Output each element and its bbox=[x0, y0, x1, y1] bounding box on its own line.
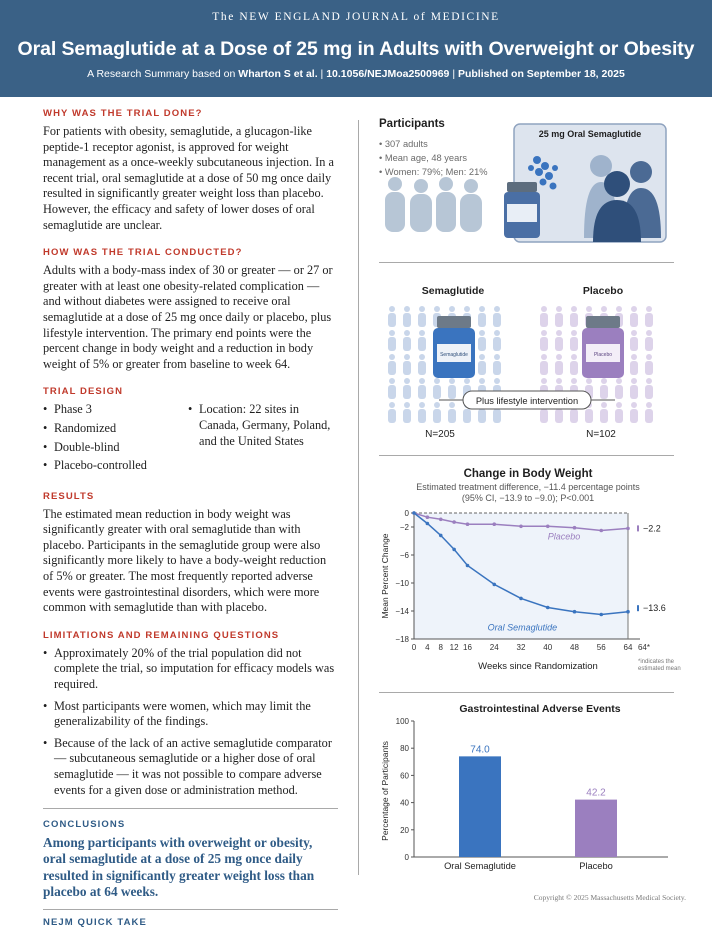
person-icon bbox=[403, 337, 411, 351]
person-icon bbox=[419, 306, 425, 312]
x-tick-label: 56 bbox=[596, 643, 606, 652]
person-icon bbox=[389, 306, 395, 312]
person-icon bbox=[478, 313, 486, 327]
person-icon bbox=[555, 361, 563, 375]
person-icon bbox=[478, 409, 486, 423]
person-icon bbox=[555, 409, 563, 423]
gi-chart-title: Gastrointestinal Adverse Events bbox=[459, 703, 621, 715]
person-icon bbox=[646, 402, 652, 408]
category-label: Oral Semaglutide bbox=[444, 861, 516, 871]
authors-link[interactable]: Wharton S et al. bbox=[238, 68, 318, 80]
how-text: Adults with a body-mass index of 30 or greater — or 27 or greater with at least one obesity-related complication — and without diabetes were assigned to receive oral semaglutide at a dose of 25 mg once daily or placebo, plus lifestyle intervention. The primary end points were the percent change in body weight and a reduction in body weight of 5% or greater from baseline to week 64. bbox=[43, 263, 333, 371]
x-tick-label: 16 bbox=[463, 643, 472, 652]
person-icon bbox=[418, 337, 426, 351]
person-icon bbox=[570, 313, 578, 327]
participants-heading: Participants bbox=[379, 118, 445, 130]
x-tick-label: 48 bbox=[570, 643, 579, 652]
person-icon bbox=[493, 361, 501, 375]
person-icon bbox=[615, 385, 623, 399]
person-icon bbox=[404, 306, 410, 312]
person-icon bbox=[541, 378, 547, 384]
data-point bbox=[546, 606, 550, 610]
end-value-label: −13.6 bbox=[643, 603, 666, 614]
person-icon bbox=[404, 330, 410, 336]
data-point bbox=[466, 564, 470, 568]
page-title: Oral Semaglutide at a Dose of 25 mg in Adults with Overweight or Obesity bbox=[17, 38, 695, 60]
person-icon bbox=[600, 409, 608, 423]
person-icon bbox=[645, 409, 653, 423]
x-tick-label: 24 bbox=[489, 643, 499, 652]
why-heading: WHY WAS THE TRIAL DONE? bbox=[43, 108, 203, 119]
data-point bbox=[546, 525, 550, 529]
person-icon bbox=[646, 306, 652, 312]
x-tick-label: 40 bbox=[543, 643, 553, 652]
subtitle bbox=[0, 68, 712, 80]
person-icon bbox=[570, 337, 578, 351]
y-tick-label: 0 bbox=[404, 509, 409, 518]
person-icon bbox=[556, 354, 562, 360]
lifestyle-text: Plus lifestyle intervention bbox=[475, 396, 579, 406]
person-icon bbox=[616, 402, 622, 408]
design-item: • Double-blind bbox=[43, 440, 188, 456]
design-heading: TRIAL DESIGN bbox=[43, 386, 124, 398]
subtitle-prefix: A Research Summary based on bbox=[87, 68, 236, 80]
pill-bottle-icon bbox=[504, 182, 540, 238]
weight-chart-title: Change in Body Weight bbox=[463, 468, 593, 480]
person-icon bbox=[388, 409, 396, 423]
y-tick-label: −14 bbox=[395, 607, 409, 616]
header-banner bbox=[0, 0, 712, 97]
person-icon bbox=[389, 402, 395, 408]
person-icon bbox=[571, 306, 577, 312]
person-icon bbox=[555, 313, 563, 327]
person-icon bbox=[403, 313, 411, 327]
journal-name: The NEW ENGLAND JOURNAL of MEDICINE bbox=[212, 11, 500, 23]
divider bbox=[43, 808, 338, 809]
person-icon bbox=[615, 409, 623, 423]
design-location: • Location: 22 sites in Canada, Germany, Poland, and the United States bbox=[188, 402, 338, 449]
conclusions-heading: CONCLUSIONS bbox=[43, 819, 126, 831]
person-icon bbox=[555, 337, 563, 351]
plot-area bbox=[414, 513, 628, 639]
weight-y-label: Mean Percent Change bbox=[380, 533, 390, 619]
arms-illustration bbox=[379, 270, 679, 445]
person-icon bbox=[646, 354, 652, 360]
semaglutide-bottle-icon bbox=[433, 316, 475, 378]
person-icon bbox=[540, 361, 548, 375]
person-icon bbox=[630, 337, 638, 351]
data-point bbox=[452, 520, 456, 524]
bar-value-label: 42.2 bbox=[586, 787, 606, 799]
person-icon bbox=[419, 354, 425, 360]
person-icon bbox=[449, 402, 455, 408]
person-icon bbox=[478, 361, 486, 375]
data-point bbox=[439, 518, 443, 522]
x-tick-label: 64* bbox=[637, 643, 651, 652]
data-point bbox=[573, 610, 577, 614]
person-icon bbox=[403, 385, 411, 399]
person-icon bbox=[601, 402, 607, 408]
x-tick-label: 0 bbox=[411, 643, 417, 652]
person-icon bbox=[478, 337, 486, 351]
person-icon bbox=[586, 306, 592, 312]
person-icon bbox=[645, 313, 653, 327]
placebo-n: N=102 bbox=[586, 429, 616, 440]
results-heading: RESULTS bbox=[43, 490, 95, 502]
participant-item: • 307 adults bbox=[379, 139, 428, 149]
weight-x-label: Weeks since Randomization bbox=[478, 661, 598, 672]
data-point bbox=[492, 522, 496, 526]
placebo-arm-label: Placebo bbox=[582, 285, 624, 297]
separator: | bbox=[320, 68, 324, 80]
copyright: Copyright © 2025 Massachusetts Medical Society. bbox=[533, 893, 686, 902]
data-point bbox=[599, 529, 603, 533]
person-icon bbox=[434, 306, 440, 312]
y-tick-label: 0 bbox=[404, 853, 409, 862]
person-icon bbox=[556, 330, 562, 336]
placebo-bottle-icon bbox=[582, 316, 624, 378]
person-icon bbox=[540, 337, 548, 351]
person-icon bbox=[541, 306, 547, 312]
person-icon bbox=[556, 306, 562, 312]
person-icon bbox=[601, 306, 607, 312]
y-tick-label: −18 bbox=[395, 635, 409, 644]
person-icon bbox=[434, 402, 440, 408]
person-icon bbox=[630, 361, 638, 375]
person-icon bbox=[433, 385, 441, 399]
bar bbox=[459, 756, 501, 857]
bar-value-label: 74.0 bbox=[470, 744, 490, 756]
person-icon bbox=[493, 409, 501, 423]
how-heading: HOW WAS THE TRIAL CONDUCTED? bbox=[43, 247, 243, 259]
weight-chart-subtitle: (95% CI, −13.9 to −9.0); P<0.001 bbox=[461, 493, 595, 503]
person-icon bbox=[586, 378, 592, 384]
participant-item: • Mean age, 48 years bbox=[379, 153, 468, 164]
column-divider bbox=[358, 120, 359, 875]
y-tick-label: −2 bbox=[399, 523, 409, 532]
people-silhouettes-icon bbox=[385, 177, 482, 232]
person-icon bbox=[418, 385, 426, 399]
person-icon bbox=[433, 409, 441, 423]
person-icon bbox=[418, 313, 426, 327]
person-icon bbox=[645, 361, 653, 375]
person-icon bbox=[646, 378, 652, 384]
left-column bbox=[43, 108, 338, 933]
x-tick-label: 4 bbox=[425, 643, 430, 652]
person-icon bbox=[449, 378, 455, 384]
person-icon bbox=[630, 385, 638, 399]
y-tick-label: 20 bbox=[400, 825, 409, 835]
weight-chart-subtitle: Estimated treatment difference, −11.4 percentage points bbox=[416, 482, 640, 492]
design-item: • Randomized bbox=[43, 421, 188, 437]
limitations-heading: LIMITATIONS AND REMAINING QUESTIONS bbox=[43, 629, 280, 641]
person-icon bbox=[631, 306, 637, 312]
footnote: estimated mean bbox=[638, 666, 681, 672]
person-icon bbox=[434, 378, 440, 384]
person-icon bbox=[556, 378, 562, 384]
box-label: 25 mg Oral Semaglutide bbox=[538, 129, 642, 139]
person-icon bbox=[540, 409, 548, 423]
divider bbox=[379, 692, 674, 693]
person-icon bbox=[645, 385, 653, 399]
published-date: Published on September 18, 2025 bbox=[457, 68, 625, 80]
person-icon bbox=[388, 337, 396, 351]
person-icon bbox=[493, 313, 501, 327]
y-tick-label: −10 bbox=[395, 579, 409, 588]
person-icon bbox=[464, 306, 470, 312]
category-label: Placebo bbox=[579, 861, 613, 871]
data-point bbox=[626, 610, 630, 614]
person-icon bbox=[630, 409, 638, 423]
person-icon bbox=[448, 409, 456, 423]
person-icon bbox=[419, 330, 425, 336]
design-item: • Placebo-controlled bbox=[43, 458, 188, 474]
person-icon bbox=[494, 354, 500, 360]
person-icon bbox=[479, 378, 485, 384]
x-tick-label: 32 bbox=[516, 643, 526, 652]
person-icon bbox=[494, 330, 500, 336]
person-icon bbox=[418, 409, 426, 423]
person-icon bbox=[570, 409, 578, 423]
data-point bbox=[519, 597, 523, 601]
person-icon bbox=[540, 313, 548, 327]
y-tick-label: 40 bbox=[400, 798, 409, 808]
y-tick-label: 80 bbox=[400, 744, 409, 754]
data-point bbox=[426, 522, 430, 526]
divider bbox=[43, 909, 338, 910]
person-icon bbox=[479, 354, 485, 360]
person-icon bbox=[541, 354, 547, 360]
divider bbox=[379, 455, 674, 456]
gi-chart bbox=[372, 699, 684, 877]
participant-item: • Women: 79%; Men: 21% bbox=[379, 167, 488, 178]
person-icon bbox=[389, 330, 395, 336]
x-tick-label: 8 bbox=[438, 643, 443, 652]
person-icon bbox=[494, 378, 500, 384]
person-icon bbox=[600, 385, 608, 399]
person-icon bbox=[403, 361, 411, 375]
person-icon bbox=[449, 306, 455, 312]
data-point bbox=[466, 522, 470, 526]
quick-take-link[interactable]: NEJM QUICK TAKE bbox=[43, 917, 147, 928]
person-icon bbox=[389, 378, 395, 384]
person-icon bbox=[479, 330, 485, 336]
person-icon bbox=[585, 409, 593, 423]
data-point bbox=[599, 613, 603, 617]
x-tick-label: 64 bbox=[623, 643, 633, 652]
person-icon bbox=[419, 402, 425, 408]
person-icon bbox=[571, 378, 577, 384]
person-icon bbox=[616, 306, 622, 312]
person-icon bbox=[418, 361, 426, 375]
person-icon bbox=[448, 385, 456, 399]
person-icon bbox=[645, 337, 653, 351]
data-point bbox=[439, 534, 443, 538]
person-icon bbox=[404, 402, 410, 408]
bar bbox=[575, 800, 617, 857]
person-icon bbox=[631, 330, 637, 336]
person-icon bbox=[389, 354, 395, 360]
svg-text:Semaglutide: Semaglutide bbox=[440, 352, 468, 358]
y-tick-label: 60 bbox=[400, 771, 409, 781]
design-item: • Phase 3 bbox=[43, 402, 188, 418]
why-text: For patients with obesity, semaglutide, a glucagon-like peptide-1 receptor agonist, is approved for weight management as a once-weekly subcutaneous injection. In a recent trial, oral semaglutide at a dose of 50 mg once daily resulted in significantly greater weight loss than placebo. However, the efficacy and safety of lower doses of oral semaglutide are unclear. bbox=[43, 124, 334, 232]
divider bbox=[379, 262, 674, 263]
data-point bbox=[519, 525, 523, 529]
design-list bbox=[43, 402, 338, 476]
weight-chart bbox=[372, 463, 684, 685]
person-icon bbox=[631, 378, 637, 384]
data-point bbox=[426, 515, 430, 519]
data-point bbox=[573, 526, 577, 530]
y-tick-label: −6 bbox=[399, 551, 409, 560]
person-icon bbox=[463, 409, 471, 423]
data-point bbox=[412, 511, 416, 515]
x-tick-label: 12 bbox=[449, 643, 459, 652]
person-icon bbox=[630, 313, 638, 327]
data-point bbox=[626, 527, 630, 531]
person-icon bbox=[403, 409, 411, 423]
person-icon bbox=[631, 354, 637, 360]
person-icon bbox=[571, 330, 577, 336]
person-icon bbox=[571, 354, 577, 360]
limitations-list bbox=[43, 646, 338, 798]
person-icon bbox=[479, 306, 485, 312]
gi-y-label: Percentage of Participants bbox=[380, 741, 390, 841]
person-icon bbox=[631, 402, 637, 408]
data-point bbox=[492, 583, 496, 587]
person-icon bbox=[388, 385, 396, 399]
semaglutide-arm-label: Semaglutide bbox=[421, 285, 485, 297]
series-label: Placebo bbox=[547, 531, 581, 542]
y-tick-label: 100 bbox=[395, 717, 409, 726]
doi-link[interactable]: 10.1056/NEJMoa2500969 bbox=[326, 68, 450, 80]
limitation-item: • Because of the lack of an active semaglutide comparator — subcutaneous semaglutide or a higher dose of oral semaglutide — it was not possible to compare adverse events for a given dose or administration method. bbox=[43, 736, 338, 798]
person-icon bbox=[493, 337, 501, 351]
semaglutide-n: N=205 bbox=[425, 429, 455, 440]
person-icon bbox=[388, 313, 396, 327]
person-icon bbox=[494, 306, 500, 312]
person-icon bbox=[388, 361, 396, 375]
person-icon bbox=[616, 378, 622, 384]
person-icon bbox=[646, 330, 652, 336]
limitation-item: • Most participants were women, which may limit the generalizability of the findings. bbox=[43, 699, 338, 730]
person-icon bbox=[404, 378, 410, 384]
person-icon bbox=[419, 378, 425, 384]
data-point bbox=[452, 548, 456, 552]
person-icon bbox=[541, 330, 547, 336]
footnote: *indicates the bbox=[638, 659, 675, 665]
results-text: The estimated mean reduction in body weight was significantly greater with oral semaglutide than with placebo. Participants in the semaglutide group were also significantly more likely to have a body-weight reduction of 5% or greater. The most frequently reported adverse events were gastrointestinal disorders, which were more common with semaglutide than with placebo. bbox=[43, 506, 327, 615]
conclusions-text: Among participants with overweight or obesity, oral semaglutide at a dose of 25 mg once daily resulted in significantly greater weight loss than placebo at 64 weeks. bbox=[43, 835, 315, 899]
series-label: Oral Semaglutide bbox=[487, 622, 558, 633]
person-icon bbox=[570, 361, 578, 375]
svg-text:Placebo: Placebo bbox=[593, 352, 613, 358]
participants-illustration bbox=[379, 120, 679, 250]
person-icon bbox=[404, 354, 410, 360]
limitation-item: • Approximately 20% of the trial population did not complete the trial, so imputation for efficacy models was required. bbox=[43, 646, 338, 693]
end-value-label: −2.2 bbox=[643, 523, 661, 534]
separator: | bbox=[452, 68, 456, 80]
person-icon bbox=[601, 378, 607, 384]
person-icon bbox=[464, 378, 470, 384]
